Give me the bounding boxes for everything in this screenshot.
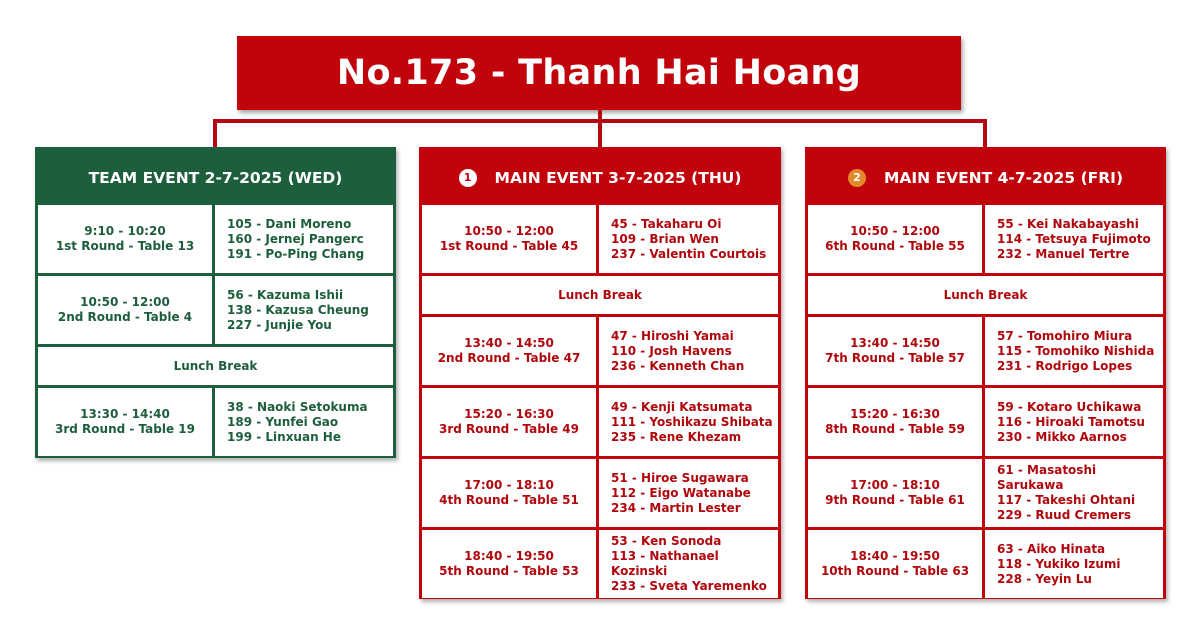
schedule-row [38,205,393,273]
opponent: 49 - Kenji Katsumata [611,399,753,414]
opponents-cell [599,530,778,598]
schedule-row [422,530,778,598]
round-time: 13:40 - 14:50 [464,336,554,350]
schedule-row [38,276,393,344]
opponent: 231 - Rodrigo Lopes [997,358,1133,373]
opponents-cell [985,459,1163,527]
opponent: 230 - Mikko Aarnos [997,429,1127,444]
round-table: 7th Round - Table 57 [825,351,965,365]
opponent: 116 - Hiroaki Tamotsu [997,414,1145,429]
round-table: 2nd Round - Table 4 [57,310,193,324]
lunch-break-label: Lunch Break [558,288,642,302]
team-event-header [38,150,393,205]
main-event-2-header-label: MAIN EVENT 4-7-2025 (FRI) [883,168,1124,187]
opponent: 47 - Hiroshi Yamai [611,328,734,343]
lunch-break-row [808,276,1163,314]
opponent: 61 - Masatoshi Sarukawa [997,463,1097,492]
schedule-row [422,205,778,273]
round-table: 2nd Round - Table 47 [437,351,581,365]
round-table: 5th Round - Table 53 [439,564,579,578]
opponents-cell [215,388,393,456]
opponent: 189 - Yunfei Gao [227,414,339,429]
main-event-2-column [805,147,1166,599]
opponents-cell [215,205,393,273]
opponents-cell [985,205,1163,273]
round-info-cell [422,459,596,527]
team-event-column [35,147,396,458]
round-time: 18:40 - 19:50 [464,549,554,563]
schedule-row [808,530,1163,598]
main-event-2-header [808,150,1163,205]
round-info-cell [422,388,596,456]
opponent: 45 - Takaharu Oi [611,216,722,231]
round-table: 3rd Round - Table 19 [55,422,195,436]
round-time: 18:40 - 19:50 [850,549,940,563]
main-event-1-header-label: MAIN EVENT 3-7-2025 (THU) [494,168,742,187]
main-event-1-column [419,147,781,599]
opponents-cell [985,530,1163,598]
opponent: 227 - Junjie You [227,317,332,332]
round-time: 17:00 - 18:10 [464,478,554,492]
round-table: 3rd Round - Table 49 [439,422,579,436]
opponent: 118 - Yukiko Izumi [997,556,1121,571]
opponent: 114 - Tetsuya Fujimoto [997,231,1151,246]
opponent: 110 - Josh Havens [611,343,732,358]
round-table: 8th Round - Table 59 [825,422,965,436]
opponents-cell [599,388,778,456]
opponent: 191 - Po-Ping Chang [227,246,365,261]
schedule-row [808,205,1163,273]
lunch-break-row [38,347,393,385]
opponent: 51 - Hiroe Sugawara [611,470,749,485]
round-time: 15:20 - 16:30 [850,407,940,421]
round-info-cell [422,205,596,273]
lunch-break-label: Lunch Break [173,359,258,373]
team-event-header-label: TEAM EVENT 2-7-2025 (WED) [88,168,343,187]
round-info-cell [422,317,596,385]
opponent: 234 - Martin Lester [611,500,741,515]
lunch-break-row [422,276,778,314]
round-time: 13:40 - 14:50 [850,336,940,350]
round-time: 10:50 - 12:00 [464,224,554,238]
connector-left-drop [213,119,217,148]
round-time: 10:50 - 12:00 [850,224,940,238]
lunch-break-label: Lunch Break [943,288,1028,302]
schedule-row [422,459,778,527]
opponent: 56 - Kazuma Ishii [227,287,344,302]
opponents-cell [985,317,1163,385]
main-event-1-header [422,150,778,205]
opponent: 235 - Rene Khezam [611,429,742,444]
opponent: 237 - Valentin Courtois [611,246,767,261]
round-info-cell [808,459,982,527]
opponent: 59 - Kotaro Uchikawa [997,399,1142,414]
schedule-row [808,459,1163,527]
round-info-cell [422,530,596,598]
opponent: 109 - Brian Wen [611,231,719,246]
round-info-cell [808,205,982,273]
opponent: 233 - Sveta Yaremenko [611,579,767,593]
schedule-row [808,388,1163,456]
schedule-row [422,317,778,385]
opponent: 228 - Yeyin Lu [997,571,1092,586]
day-1-badge-icon: 1 [459,169,477,187]
round-info-cell [808,530,982,598]
opponents-cell [985,388,1163,456]
round-info-cell [38,276,212,344]
opponent: 160 - Jernej Pangerc [227,231,364,246]
opponent: 53 - Ken Sonoda [611,534,722,548]
opponent: 199 - Linxuan He [227,429,341,444]
round-table: 6th Round - Table 55 [825,239,965,253]
opponent: 63 - Aiko Hinata [997,541,1106,556]
opponent: 236 - Kenneth Chan [611,358,745,373]
connector-center-drop [598,119,602,148]
round-table: 10th Round - Table 63 [820,564,970,578]
page-title-box [237,36,961,110]
schedule-row [808,317,1163,385]
opponent: 232 - Manuel Tertre [997,246,1130,261]
opponent: 111 - Yoshikazu Shibata [611,414,773,429]
round-time: 13:30 - 14:40 [80,407,170,421]
round-info-cell [808,317,982,385]
schedule-row [422,388,778,456]
opponents-cell [215,276,393,344]
opponents-cell [599,459,778,527]
round-info-cell [38,205,212,273]
opponents-cell [599,205,778,273]
round-info-cell [808,388,982,456]
round-table: 4th Round - Table 51 [439,493,579,507]
connector-right-drop [983,119,987,148]
opponent: 38 - Naoki Setokuma [227,399,368,414]
round-time: 9:10 - 10:20 [84,224,166,238]
round-time: 15:20 - 16:30 [464,407,554,421]
round-time: 17:00 - 18:10 [850,478,940,492]
round-table: 9th Round - Table 61 [825,493,965,507]
opponent: 105 - Dani Moreno [227,216,352,231]
opponent: 55 - Kei Nakabayashi [997,216,1139,231]
opponent: 115 - Tomohiko Nishida [997,343,1155,358]
opponent: 229 - Ruud Cremers [997,508,1132,522]
opponents-cell [599,317,778,385]
opponent: 117 - Takeshi Ohtani [997,493,1136,507]
round-info-cell [38,388,212,456]
day-2-badge-icon: 2 [848,169,866,187]
round-table: 1st Round - Table 13 [55,239,195,253]
page-title: No.173 - Thanh Hai Hoang [336,53,862,93]
opponent: 57 - Tomohiro Miura [997,328,1133,343]
round-time: 10:50 - 12:00 [80,295,170,309]
round-table: 1st Round - Table 45 [439,239,579,253]
opponent: 112 - Eigo Watanabe [611,485,751,500]
schedule-row [38,388,393,456]
opponent: 138 - Kazusa Cheung [227,302,369,317]
opponent: 113 - Nathanael Kozinski [611,549,719,578]
